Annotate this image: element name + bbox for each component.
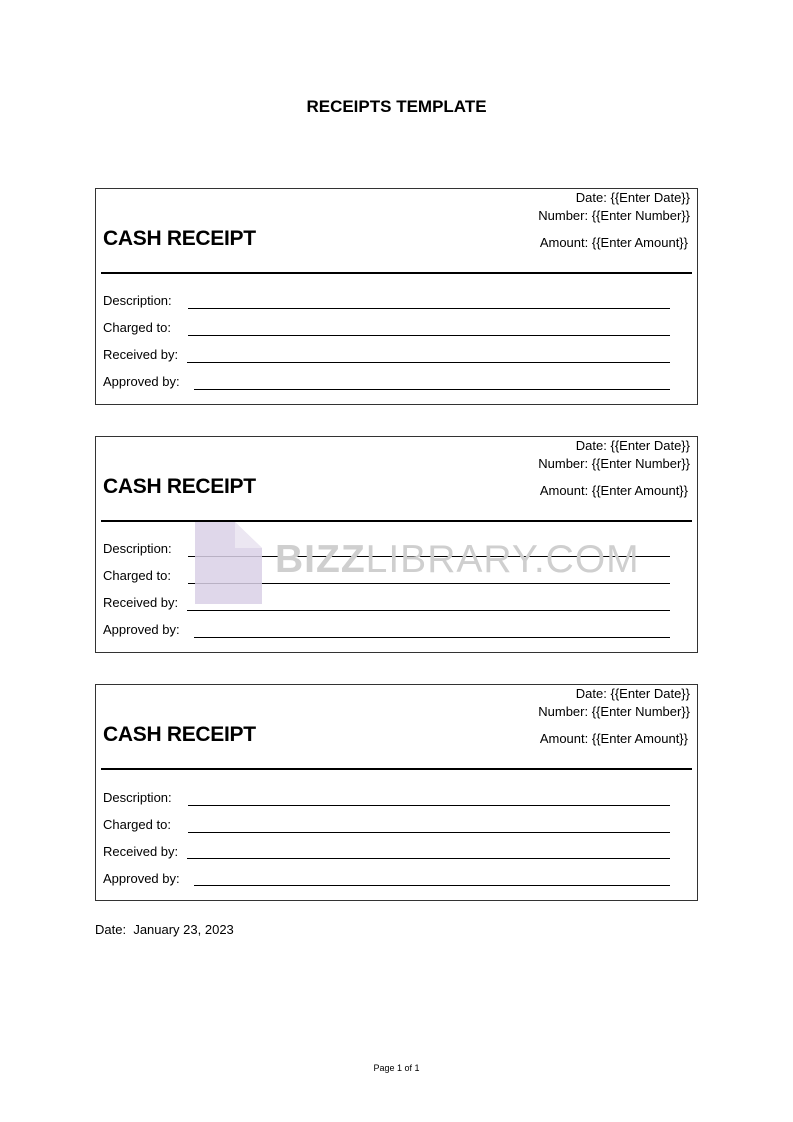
receipt-amount: Amount: {{Enter Amount}} (539, 731, 688, 746)
approved-by-label: Approved by: (103, 622, 180, 637)
received-by-label: Received by: (103, 844, 179, 859)
charged-to-line (188, 583, 670, 584)
received-by-label: Received by: (103, 347, 179, 362)
approved-by-line (194, 885, 670, 886)
receipt-card (95, 188, 698, 405)
description-label: Description: (103, 541, 172, 556)
received-by-label: Received by: (103, 595, 179, 610)
receipt-date: Date: {{Enter Date}} (575, 438, 690, 453)
charged-to-label: Charged to: (103, 320, 171, 335)
description-line (188, 805, 670, 806)
header-divider (101, 768, 692, 770)
document-title: RECEIPTS TEMPLATE (306, 97, 487, 116)
header-divider (101, 272, 692, 274)
charged-to-label: Charged to: (103, 568, 171, 583)
description-line (188, 556, 670, 557)
date-value: January 23, 2023 (133, 922, 234, 937)
received-by-line (187, 362, 670, 363)
receipt-title: CASH RECEIPT (103, 723, 256, 746)
receipt-title: CASH RECEIPT (103, 475, 256, 498)
received-by-line (187, 858, 670, 859)
date-label: Date: (95, 922, 127, 937)
description-line (188, 308, 670, 309)
description-label: Description: (103, 790, 172, 805)
watermark-text-bold: BIZZ (275, 538, 366, 581)
watermark-text-rest: LIBRARY.COM (365, 538, 640, 581)
received-by-line (187, 610, 670, 611)
receipt-number: Number: {{Enter Number}} (538, 704, 690, 719)
receipt-amount: Amount: {{Enter Amount}} (539, 235, 688, 250)
receipt-title: CASH RECEIPT (103, 227, 256, 250)
approved-by-line (194, 389, 670, 390)
receipt-date: Date: {{Enter Date}} (575, 190, 690, 205)
approved-by-label: Approved by: (103, 871, 180, 886)
page-number: Page 1 of 1 (373, 1063, 420, 1073)
receipt-amount: Amount: {{Enter Amount}} (539, 483, 688, 498)
charged-to-label: Charged to: (103, 817, 171, 832)
approved-by-label: Approved by: (103, 374, 180, 389)
receipt-date: Date: {{Enter Date}} (575, 686, 690, 701)
header-divider (101, 520, 692, 522)
charged-to-line (188, 335, 670, 336)
receipt-card (95, 436, 698, 653)
document-date (95, 922, 234, 937)
approved-by-line (194, 637, 670, 638)
description-label: Description: (103, 293, 172, 308)
charged-to-line (188, 832, 670, 833)
receipt-card (95, 684, 698, 901)
receipt-number: Number: {{Enter Number}} (538, 456, 690, 471)
receipt-number: Number: {{Enter Number}} (538, 208, 690, 223)
